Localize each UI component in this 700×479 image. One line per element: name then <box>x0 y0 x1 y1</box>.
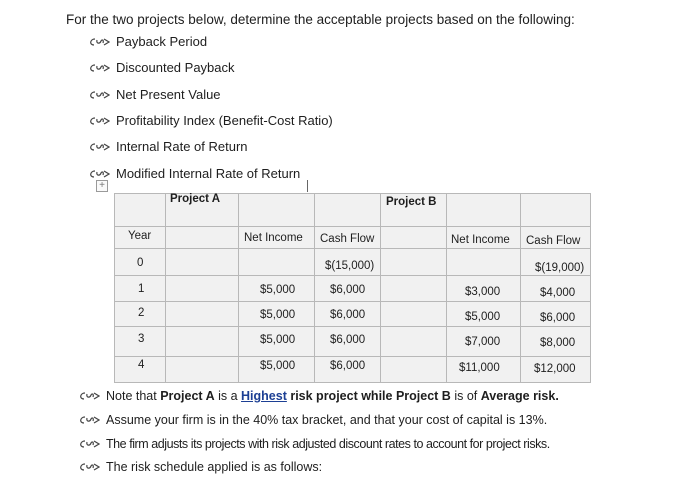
b-net-income-cell: $11,000 <box>459 362 500 374</box>
a-net-income-cell: $5,000 <box>260 360 296 372</box>
b-cash-flow-cell: $6,000 <box>540 312 576 324</box>
criteria-item-irr <box>88 139 248 154</box>
criteria-label: Net Present Value <box>116 87 221 102</box>
curl-bullet-icon <box>88 64 110 72</box>
table-row-year: 2 <box>138 307 145 319</box>
a-cash-flow-cell: $6,000 <box>330 334 366 346</box>
b-cash-flow-cell: $4,000 <box>540 287 576 299</box>
note-text: is a <box>214 389 242 403</box>
table-row-year: 1 <box>138 283 145 295</box>
curl-bullet-icon <box>78 392 100 400</box>
criteria-label: Payback Period <box>116 34 208 49</box>
note-text: risk project while <box>286 389 396 403</box>
b-cash-flow-cell: $(19,000) <box>535 262 585 274</box>
b-cash-flow-cell: $8,000 <box>540 337 576 349</box>
criteria-item-npv <box>88 87 221 102</box>
curl-bullet-icon <box>88 170 110 178</box>
project-a-header: Project A <box>170 193 221 205</box>
b-cash-flow-header: Cash Flow <box>526 235 581 247</box>
table-row-year: 3 <box>138 333 145 345</box>
criteria-item-pi <box>88 113 333 128</box>
curl-bullet-icon <box>88 143 110 151</box>
curl-bullet-icon <box>88 91 110 99</box>
criteria-item-payback <box>88 34 207 49</box>
criteria-label: Profitability Index (Benefit-Cost Ratio) <box>116 113 333 128</box>
intro-text: For the two projects below, determine the acceptable projects based on the following: <box>66 12 575 27</box>
b-cash-flow-cell: $12,000 <box>534 363 576 375</box>
b-net-income-cell: $5,000 <box>465 311 501 323</box>
curl-bullet-icon <box>78 463 100 471</box>
note-text: Assume your firm is in the 40% tax bracket, and that your cost of capital is 13%. <box>106 413 548 427</box>
year-header: Year <box>128 230 152 242</box>
table-row-year: 0 <box>137 257 144 269</box>
note-average-risk: Average risk <box>480 389 556 403</box>
a-cash-flow-header: Cash Flow <box>320 233 375 245</box>
b-net-income-header: Net Income <box>451 234 510 246</box>
a-net-income-cell: $5,000 <box>260 284 296 296</box>
a-cash-flow-cell: $6,000 <box>330 309 366 321</box>
note-text: The risk schedule applied is as follows: <box>106 460 323 474</box>
note-text: is of <box>450 389 481 403</box>
b-net-income-cell: $3,000 <box>465 286 501 298</box>
table-row-year: 4 <box>138 359 145 371</box>
note-adjust <box>78 437 550 451</box>
a-net-income-cell: $5,000 <box>260 309 296 321</box>
criteria-label: Modified Internal Rate of Return <box>116 166 301 181</box>
a-cash-flow-cell: $6,000 <box>330 284 366 296</box>
criteria-label: Discounted Payback <box>116 60 235 75</box>
text-cursor <box>307 180 308 192</box>
table-move-handle-icon[interactable]: + <box>96 180 108 192</box>
criteria-item-mirr <box>88 166 300 181</box>
curl-bullet-icon <box>88 38 110 46</box>
criteria-item-discounted-payback <box>88 60 235 75</box>
criteria-label: Internal Rate of Return <box>116 139 248 154</box>
note-schedule <box>78 460 322 474</box>
b-net-income-cell: $7,000 <box>465 336 501 348</box>
highest-risk-link[interactable]: Highest <box>241 389 287 403</box>
curl-bullet-icon <box>78 416 100 424</box>
project-b-header: Project B <box>386 196 437 208</box>
note-project-b: Project B <box>395 389 451 403</box>
curl-bullet-icon <box>78 440 100 448</box>
note-risk <box>78 389 559 403</box>
a-net-income-cell: $5,000 <box>260 334 296 346</box>
note-text: Note that <box>106 389 161 403</box>
a-cash-flow-cell: $6,000 <box>330 360 366 372</box>
note-project-a: Project A <box>160 389 215 403</box>
a-net-income-header: Net Income <box>244 232 303 244</box>
curl-bullet-icon <box>88 117 110 125</box>
a-cash-flow-cell: $(15,000) <box>325 260 375 272</box>
note-tax <box>78 413 547 427</box>
note-text: The firm adjusts its projects with risk adjusted discount rates to account for project risks. <box>106 437 550 451</box>
note-text: . <box>555 389 559 403</box>
projects-table <box>114 193 591 383</box>
